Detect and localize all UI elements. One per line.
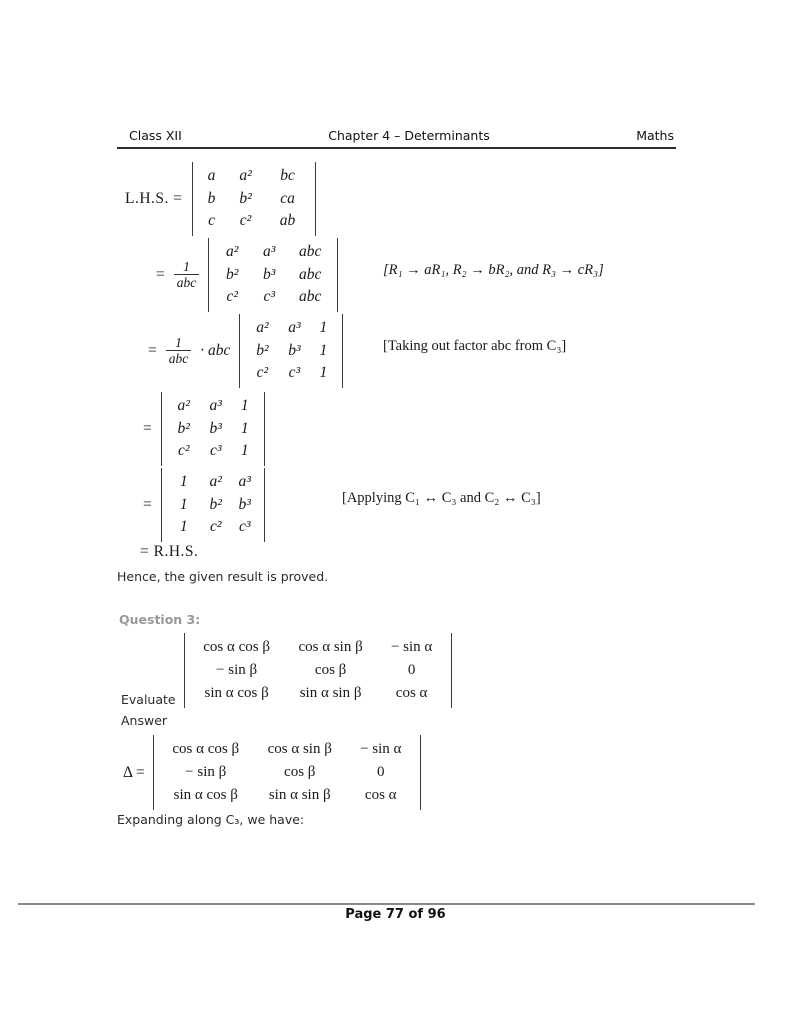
- det-cell: 1: [240, 397, 249, 414]
- footer-divider: [18, 903, 755, 905]
- det-cell: − sin β: [216, 662, 258, 678]
- det-cell: c²: [209, 518, 222, 535]
- rhs-label: = R.H.S.: [140, 543, 199, 560]
- det-cell: − sin β: [185, 764, 227, 780]
- det-cell: a²: [209, 473, 222, 490]
- fraction-numerator: 1: [175, 335, 182, 351]
- fraction-1-over-abc: [166, 335, 192, 366]
- header-chapter: Chapter 4 – Determinants: [328, 128, 490, 143]
- delta-block: [123, 735, 421, 810]
- det-cell: sin α cos β: [173, 787, 238, 803]
- step5-line: [143, 468, 265, 542]
- det-cell: c²: [226, 288, 239, 305]
- equals-sign: =: [143, 419, 152, 437]
- det-cell: cos β: [314, 662, 347, 678]
- det-cell: b³: [238, 495, 251, 513]
- det-cell: cos α sin β: [298, 639, 363, 655]
- fraction-denominator: abc: [174, 274, 200, 290]
- conclusion-text: Hence, the given result is proved.: [117, 569, 329, 584]
- det-cell: b²: [239, 189, 252, 207]
- det-cell: cos α sin β: [267, 741, 332, 757]
- det-cell: cos β: [284, 764, 316, 780]
- fraction-denominator: abc: [166, 350, 192, 366]
- det-cell: 1: [179, 473, 188, 490]
- det-cell: cos α: [395, 685, 428, 701]
- det-cell: c²: [177, 442, 190, 459]
- det-cell: sin α sin β: [299, 685, 362, 701]
- column-swap-annotation: [Applying C₁ ↔ C₃ and C₂ ↔ C₃]: [342, 490, 541, 506]
- det-cell: abc: [299, 288, 322, 305]
- page-header: [117, 128, 676, 149]
- det-cell: a³: [209, 397, 222, 414]
- det-cell: c³: [288, 364, 301, 381]
- det-cell: c: [208, 212, 215, 229]
- det-cell: cos α cos β: [172, 741, 240, 757]
- det-cell: 1: [179, 495, 188, 513]
- det-cell: c²: [239, 212, 252, 229]
- lhs-label: L.H.S. =: [125, 189, 183, 207]
- det-cell: ca: [280, 189, 295, 207]
- step2-line: [156, 238, 338, 312]
- det-cell: b²: [177, 419, 190, 437]
- det-cell: b: [207, 189, 216, 207]
- det-cell: cos α: [364, 787, 397, 803]
- factor-out-annotation: [Taking out factor abc from C₃]: [383, 338, 567, 354]
- det-cell: a³: [238, 473, 251, 490]
- det-cell: ab: [279, 212, 296, 229]
- det-cell: − sin α: [360, 741, 402, 757]
- question-determinant: [184, 633, 452, 708]
- step3-determinant: [239, 314, 343, 388]
- equals-sign: =: [156, 265, 165, 283]
- det-cell: b²: [256, 341, 269, 359]
- answer-label: Answer: [121, 713, 168, 728]
- det-cell: c³: [263, 288, 276, 305]
- header-class: Class XII: [129, 128, 182, 143]
- det-cell: c³: [238, 518, 251, 535]
- det-cell: a²: [177, 397, 190, 414]
- equals-sign: =: [148, 341, 157, 359]
- rhs-line: [140, 543, 198, 561]
- dot-abc-factor: · abc: [200, 341, 231, 359]
- fraction-numerator: 1: [183, 259, 190, 275]
- det-cell: sin α sin β: [268, 787, 331, 803]
- det-cell: 0: [376, 764, 385, 780]
- delta-determinant: [153, 735, 421, 810]
- det-cell: b³: [209, 419, 222, 437]
- det-cell: b³: [288, 341, 301, 359]
- step4-line: [143, 392, 265, 466]
- page-number: Page 77 of 96: [345, 907, 446, 922]
- det-cell: abc: [299, 265, 322, 283]
- det-cell: cos α cos β: [203, 639, 270, 655]
- det-cell: bc: [280, 167, 295, 184]
- lhs-determinant: [192, 162, 316, 236]
- det-cell: b²: [226, 265, 239, 283]
- det-cell: a: [207, 167, 216, 184]
- lhs-line: [125, 162, 316, 236]
- step2-determinant: [208, 238, 338, 312]
- det-cell: 0: [407, 662, 416, 678]
- question-3-heading: Question 3:: [119, 612, 201, 627]
- det-cell: sin α cos β: [204, 685, 269, 701]
- det-cell: b²: [209, 495, 222, 513]
- step5-determinant: [161, 468, 265, 542]
- det-cell: a²: [239, 167, 252, 184]
- row-operation-annotation: [R₁ → aR₁, R₂ → bR₂, and R₃ → cR₃]: [383, 262, 604, 278]
- det-cell: a²: [226, 243, 239, 260]
- delta-label: Δ =: [123, 763, 145, 781]
- det-cell: 1: [319, 364, 328, 381]
- header-subject: Maths: [636, 128, 674, 143]
- det-cell: 1: [240, 419, 249, 437]
- fraction-1-over-abc: [174, 259, 200, 290]
- det-cell: a³: [288, 319, 301, 336]
- det-cell: a²: [256, 319, 269, 336]
- det-cell: 1: [179, 518, 188, 535]
- det-cell: c³: [209, 442, 222, 459]
- det-cell: abc: [299, 243, 322, 260]
- det-cell: 1: [319, 341, 328, 359]
- det-cell: a³: [263, 243, 276, 260]
- evaluate-label: Evaluate: [121, 692, 176, 707]
- step4-determinant: [161, 392, 265, 466]
- det-cell: 1: [319, 319, 328, 336]
- expanding-text: Expanding along C₃, we have:: [117, 812, 305, 827]
- question-3-block: [121, 633, 452, 708]
- det-cell: c²: [256, 364, 269, 381]
- det-cell: 1: [240, 442, 249, 459]
- det-cell: b³: [263, 265, 276, 283]
- det-cell: − sin α: [390, 639, 433, 655]
- equals-sign: =: [143, 495, 152, 513]
- step3-line: [148, 314, 343, 388]
